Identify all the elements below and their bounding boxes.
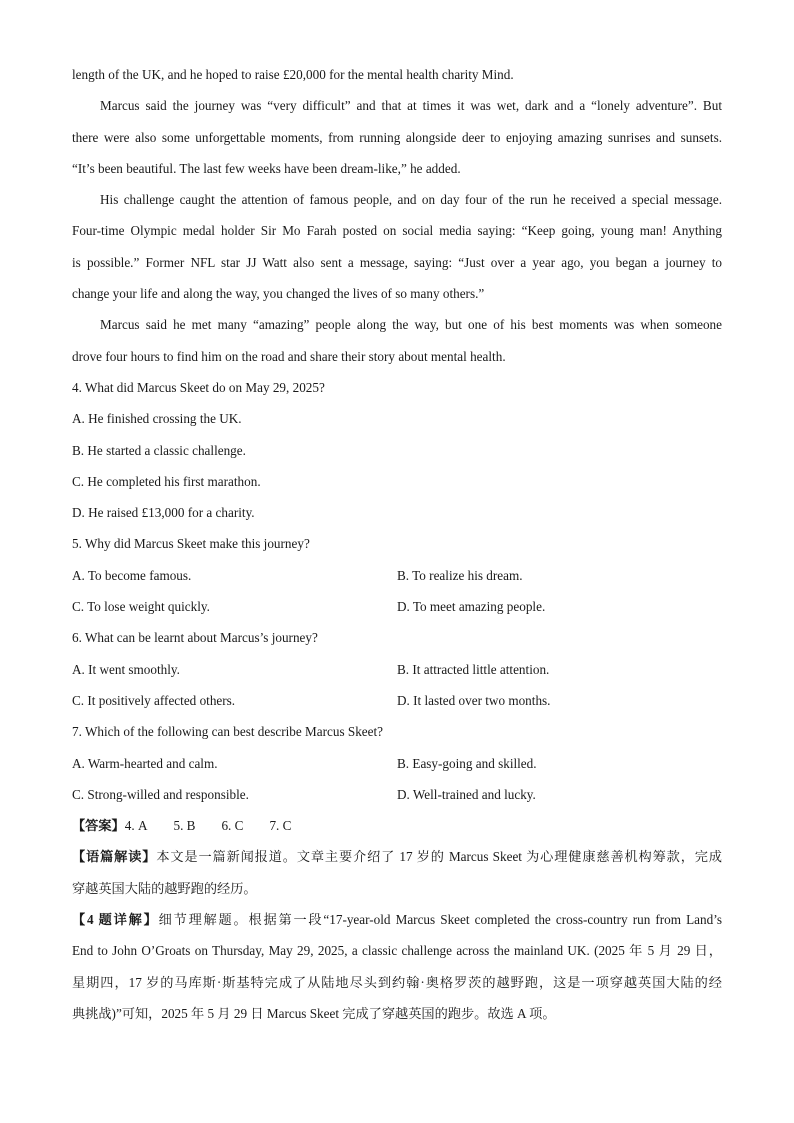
question-5	[72, 533, 722, 627]
interpretation	[72, 846, 722, 909]
answer-item: 5. B	[173, 818, 196, 834]
passage-line: Marcus said he met many “amazing” people along the way, but one of his best moments was when someone	[100, 317, 722, 333]
option-d: D. To meet amazing people.	[397, 599, 546, 615]
explanation	[72, 909, 722, 1034]
option-d: D. Well-trained and lucky.	[397, 786, 536, 802]
option-b: B. Easy-going and skilled.	[397, 755, 537, 771]
passage-line: there were also some unforgettable moments, from running alongside deer to enjoying amazing sunrises and sunsets.	[72, 129, 722, 145]
explanation-text: 星期四，17 岁的马库斯·斯基特完成了从陆地尽头到约翰·奥格罗茨的越野跑，这是一项穿越英国大陆的经	[72, 974, 722, 990]
option-a: A. Warm-hearted and calm.	[72, 755, 218, 771]
question-stem: 5. Why did Marcus Skeet make this journey?	[72, 536, 310, 552]
question-stem: 4. What did Marcus Skeet do on May 29, 2025?	[72, 379, 325, 395]
option-c: C. Strong-willed and responsible.	[72, 786, 249, 802]
option-a: A. To become famous.	[72, 567, 192, 583]
interpretation-text: 本文是一篇新闻报道。文章主要介绍了 17 岁的 Marcus Skeet 为心理健康慈善机构筹款，完成	[156, 849, 722, 865]
interpretation-text: 穿越英国大陆的越野跑的经历。	[72, 880, 257, 896]
passage-line: Marcus said the journey was “very difficult” and that at times it was wet, dark and a “lonely adventure”. But	[100, 98, 722, 114]
option-c: C. It positively affected others.	[72, 692, 236, 708]
option-a: A. It went smoothly.	[72, 661, 180, 677]
interpretation-label: 【语篇解读】	[72, 849, 157, 865]
passage-line: length of the UK, and he hoped to raise £20,000 for the mental health charity Mind.	[72, 67, 514, 82]
option-c: C. He completed his first marathon.	[72, 473, 261, 489]
answer-key	[72, 815, 722, 846]
question-4	[72, 377, 722, 533]
passage-line: Four-time Olympic medal holder Sir Mo Farah posted on social media saying: “Keep going, young man! Anything	[72, 223, 722, 239]
passage-line: drove four hours to find him on the road and share their story about mental health.	[72, 348, 506, 364]
explanation-text: 典挑战)”可知，2025 年 5 月 29 日 Marcus Skeet 完成了穿越英国的跑步。故选 A 项。	[72, 1005, 556, 1021]
document-page	[72, 64, 722, 1034]
passage-line: is possible.” Former NFL star JJ Watt also sent a message, saying: “Just over a year ago, you began a journey to	[72, 254, 722, 270]
passage	[72, 64, 722, 377]
explanation-label: 【4 题详解】	[72, 912, 159, 928]
passage-line: “It’s been beautiful. The last few weeks have been dream-like,” he added.	[72, 160, 461, 176]
question-6	[72, 627, 722, 721]
answer-item: 7. C	[269, 818, 292, 834]
explanation-text: 细节理解题。根据第一段“17-year-old Marcus Skeet completed the cross-country run from Land’s	[158, 912, 723, 928]
explanation-text: End to John O’Groats on Thursday, May 29, 2025, a classic challenge across the mainland UK. (2025 年 5 月 29 日，	[72, 943, 722, 959]
passage-line: change your life and along the way, you changed the lives of so many others.”	[72, 286, 485, 302]
question-stem: 7. Which of the following can best describe Marcus Skeet?	[72, 724, 384, 740]
option-d: D. It lasted over two months.	[397, 692, 551, 708]
option-b: B. He started a classic challenge.	[72, 442, 246, 458]
option-a: A. He finished crossing the UK.	[72, 411, 242, 427]
question-stem: 6. What can be learnt about Marcus’s journey?	[72, 630, 318, 646]
option-d: D. He raised £13,000 for a charity.	[72, 505, 255, 521]
answer-label: 【答案】	[72, 818, 125, 834]
option-b: B. To realize his dream.	[397, 567, 523, 583]
option-b: B. It attracted little attention.	[397, 661, 550, 677]
answer-item: 4. A	[124, 818, 148, 834]
option-c: C. To lose weight quickly.	[72, 599, 210, 615]
passage-line: His challenge caught the attention of famous people, and on day four of the run he received a special message.	[100, 192, 722, 208]
question-7	[72, 721, 722, 815]
answer-item: 6. C	[221, 818, 244, 834]
